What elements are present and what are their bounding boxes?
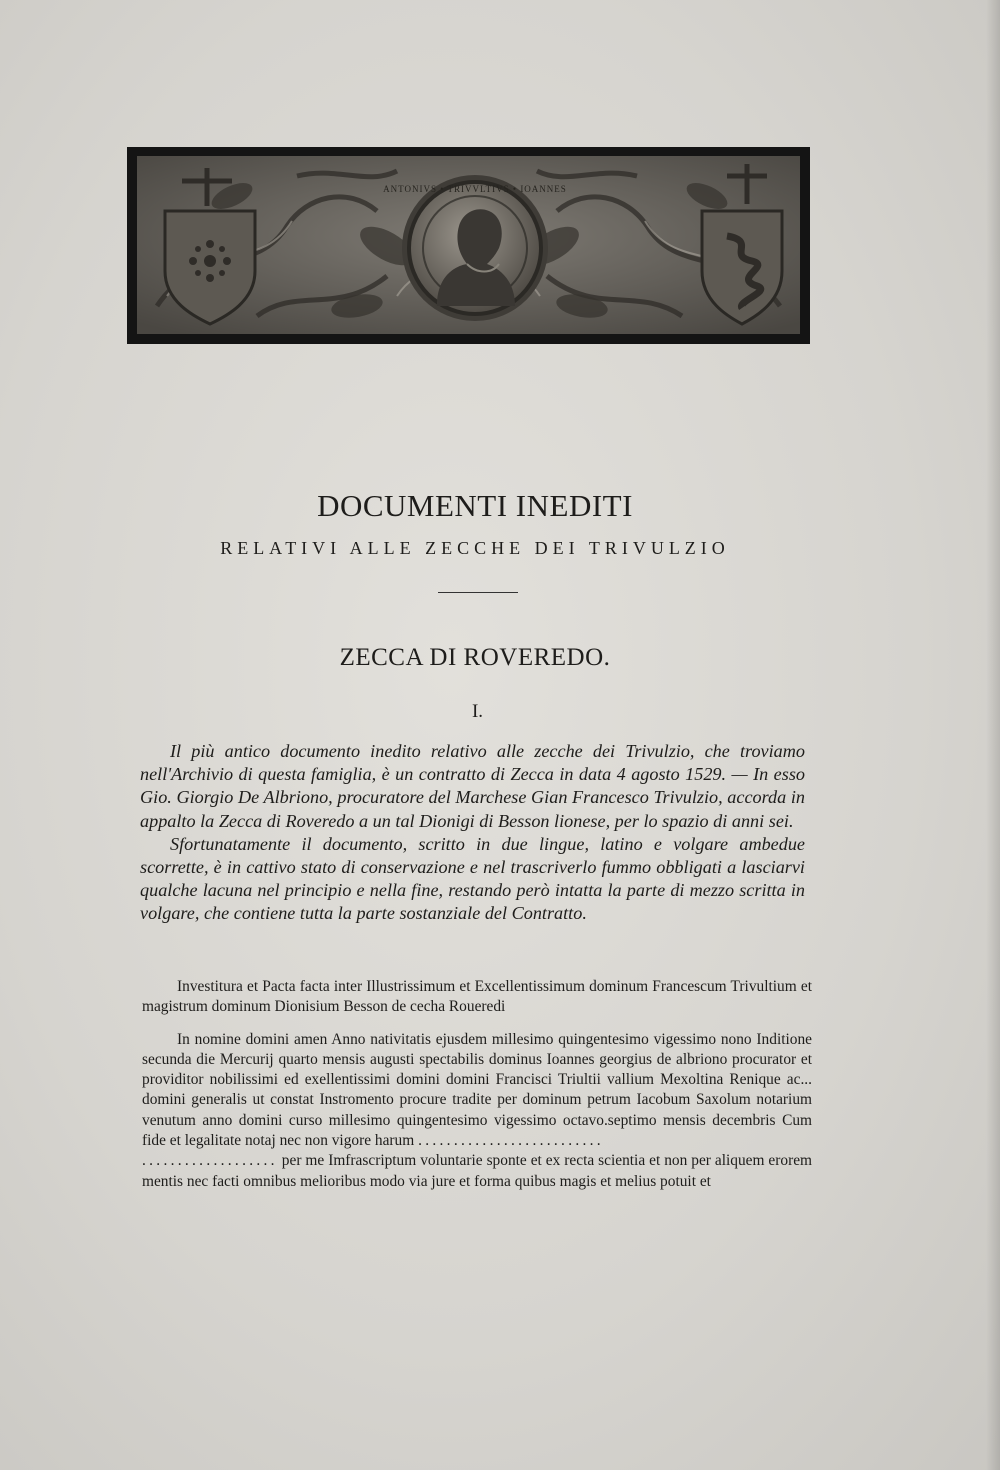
medallion-inscription: ANTONIVS • TRIVVLTIVS • IOANNES	[383, 184, 567, 194]
page-subtitle: RELATIVI ALLE ZECCHE DEI TRIVULZIO	[220, 538, 730, 558]
document-continuation-text: per me Imfrascriptum voluntarie sponte et ex recta scientia et non per aliquem erorem mentis nec facti omnibus melioribus modo via jure et forma quibus magis et melius potuit et	[142, 1152, 813, 1190]
intro-text	[140, 740, 805, 926]
intro-paragraph: Sfortunatamente il documento, scritto in due lingue, latino e volgare ambedue scorrette, è in cattivo stato di conservazione e nel trascriverlo fummo obbligati a lasciarvi qualche lacuna nel principio e nella fine, restando però intatta la parte di mezzo scritta in volgare, che contiene tutta la parte sostanziale del Contratto.	[140, 833, 805, 924]
document-body-text: In nomine domini amen Anno nativitatis ejusdem millesimo quingentesimo vigessimo nono Inditione secunda die Mercurij quarto mensis augusti spectabilis dominus Ioannes georgius de albriono procurator et providitor nobilissimi ed exellentissimi domini domini Francisci Triultii vallium Mexoltina Renique ac... domini generalis ut constat Instromento procure tradite per dominum petrum Iacobum Saxolum notarium venutum anno domini curso millesimo quingentesimo vigessimo octavo.septimo mensis decembris Cum fide et legalitate notaj nec non vigore harum	[142, 1030, 812, 1150]
document-heading: Investitura et Pacta facta inter Illustrissimum et Excellentissimum dominum Francescum Trivultium et magistrum dominum Dionisium Besson de cecha Roueredi	[142, 978, 812, 1016]
document-body	[142, 1030, 812, 1152]
relief-illustration	[137, 156, 800, 334]
lacuna-dots: ...................	[142, 1152, 278, 1170]
header-ornament-relief	[127, 147, 810, 344]
section-number: I.	[471, 701, 484, 722]
lacuna-dots: ..........................	[418, 1132, 604, 1150]
document-continuation	[142, 1151, 812, 1192]
intro-paragraph: Il più antico documento inedito relativo alle zecche dei Trivulzio, che troviamo nell'Archivio di questa famiglia, è un contratto di Zecca in data 4 agosto 1529. — In esso Gio. Giorgio De Albriono, procuratore del Marchese Gian Francesco Trivulzio, accorda in appalto la Zecca di Roveredo a un tal Dionigi di Besson lionese, per lo spazio di anni sei.	[140, 741, 805, 831]
page-title: DOCUMENTI INEDITI	[317, 488, 633, 523]
section-title: ZECCA DI ROVEREDO.	[339, 644, 611, 671]
page-edge-shadow	[986, 0, 1000, 1470]
title-divider	[438, 592, 518, 593]
document-transcription	[142, 977, 812, 1192]
